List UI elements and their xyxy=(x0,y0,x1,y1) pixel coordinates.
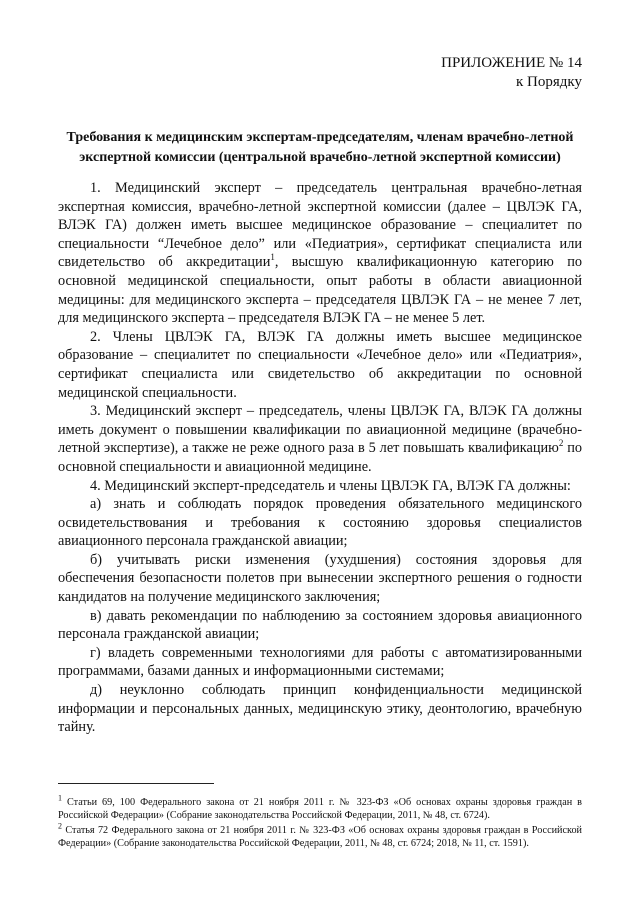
item-g: г) владеть современными технологиями для работы с автоматизированными программами, базами данных и информационными системами; xyxy=(58,644,582,680)
appendix-header xyxy=(441,54,582,92)
footnote-2-mark: 2 xyxy=(58,821,62,831)
item-d: д) неуклонно соблюдать принцип конфиденциальности медицинской информации и персональных данных, медицинскую этику, деонтологию, врачебную тайну. xyxy=(58,682,582,736)
paragraph-4: 4. Медицинский эксперт-председатель и члены ЦВЛЭК ГА, ВЛЭК ГА должны: xyxy=(90,477,571,494)
appendix-number: ПРИЛОЖЕНИЕ № 14 xyxy=(441,55,582,71)
paragraph-1-text-a: 1. Медицинский эксперт – председатель центральная врачебно-летная экспертная комиссия, врачебно-летной экспертной комиссии (далее – ЦВЛЭК ГА, ВЛЭК ГА) должен иметь высшее медицинское образование – специалитет по специальности “Лечебное дело” или «Педиатрия», сертификат специалиста или свидетельство об аккредитации xyxy=(58,180,582,271)
footnote-1-text: Статьи 69, 100 Федерального закона от 21 ноября 2011 г. № 323-ФЗ «Об основах охраны здоровья граждан в Российской Федерации» (Собрание законодательства Российской Федерации, 2011, № 48, ст. 6724). xyxy=(58,797,582,822)
footnote-1-mark: 1 xyxy=(58,793,62,803)
title-line-1: Требования к медицинским экспертам-председателям, членам врачебно-летной xyxy=(66,130,574,145)
footnote-divider xyxy=(58,783,214,784)
document-title xyxy=(58,128,582,168)
footnote-2 xyxy=(58,821,582,851)
footnote-1 xyxy=(58,793,582,823)
title-line-2: экспертной комиссии (центральной врачебно-летной экспертной комиссии) xyxy=(79,150,561,165)
footnote-2-text: Статья 72 Федерального закона от 21 ноября 2011 г. № 323-ФЗ «Об основах охраны здоровья граждан в Российской Федерации» (Собрание законодательства Российской Федерации, 2011, № 48, ст. 6724; 2018, № 11, ст. 1591). xyxy=(58,824,582,849)
paragraph-3-text-b: по основной специальности и авиационной медицине. xyxy=(58,440,582,475)
paragraph-3-text-a: 3. Медицинский эксперт – председатель, члены ЦВЛЭК ГА, ВЛЭК ГА должны иметь документ о повышении квалификации по авиационной медицине (врачебно-летной экспертизе), а также не реже одного раза в 5 лет повышать квалификацию xyxy=(58,403,582,457)
appendix-reference: к Порядку xyxy=(516,74,582,90)
paragraph-1-text-b: , высшую квалификационную категорию по основной медицинской специальности, опыт работы в области авиационной медицины: для медицинского эксперта – председателя ЦВЛЭК ГА – не менее 7 лет, для медицинского эксперта – председателя ВЛЭК ГА – не менее 5 лет. xyxy=(58,254,582,327)
paragraph-3 xyxy=(58,402,582,476)
paragraph-2: 2. Члены ЦВЛЭК ГА, ВЛЭК ГА должны иметь высшее медицинское образование – специалитет по специальности «Лечебное дело» или «Педиатрия», сертификат специалиста или свидетельство об аккредитации по основной медицинской специальности. xyxy=(58,328,582,401)
item-a: а) знать и соблюдать порядок проведения обязательного медицинского освидетельствования и требования к состоянию здоровья специалистов авиационного персонала гражданской авиации; xyxy=(58,496,582,550)
document-body xyxy=(58,179,582,737)
item-b: б) учитывать риски изменения (ухудшения) состояния здоровья для обеспечения безопасности полетов при вынесении экспертного решения о годности кандидатов на получение медицинского заключения; xyxy=(58,551,582,606)
paragraph-1 xyxy=(58,179,582,328)
footnote-ref-1: 1 xyxy=(270,252,275,263)
item-v: в) давать рекомендации по наблюдению за состоянием здоровья авиационного персонала гражданской авиации; xyxy=(58,607,582,643)
footnotes xyxy=(58,793,582,851)
footnote-ref-2: 2 xyxy=(558,438,564,449)
